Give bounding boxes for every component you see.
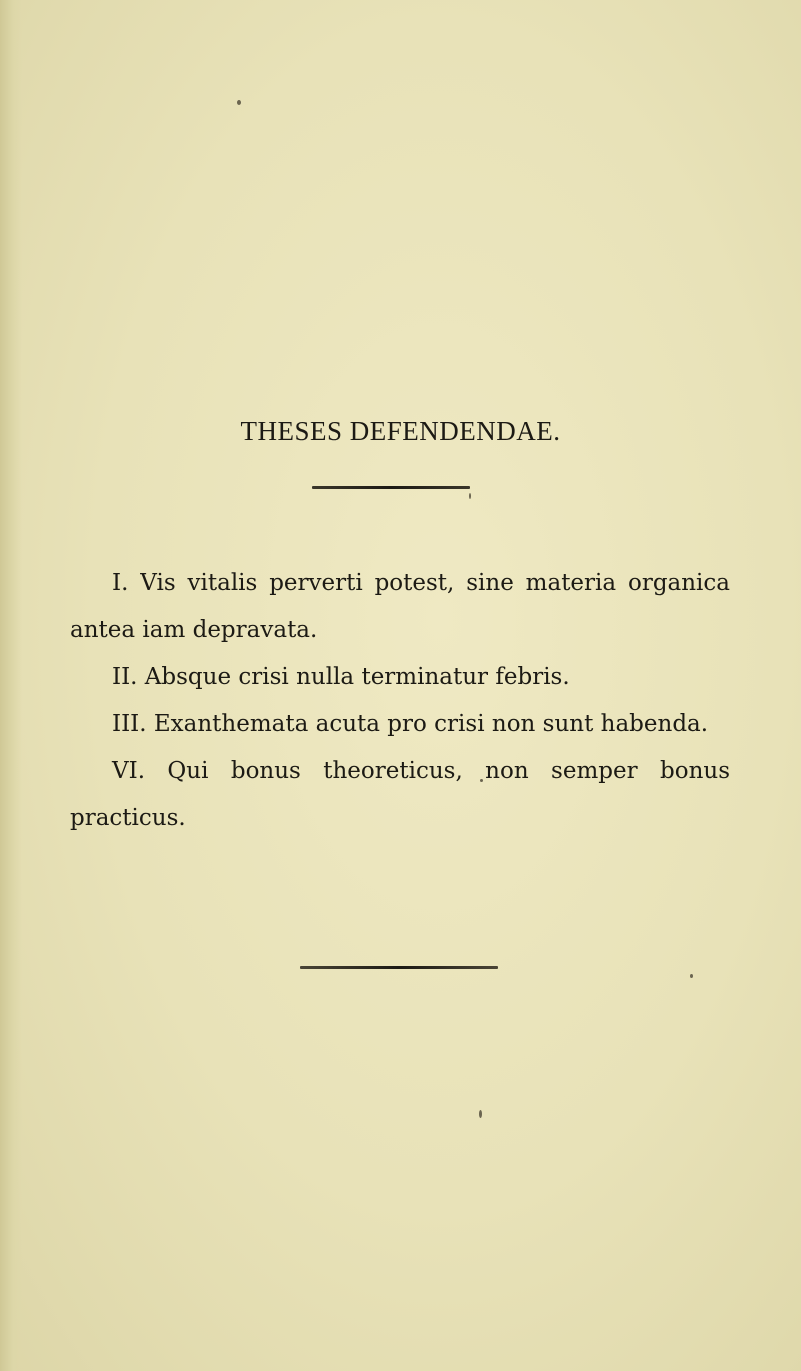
closing-divider <box>300 966 498 969</box>
paper-speck <box>237 100 241 105</box>
thesis-number: III. <box>112 711 147 737</box>
paper-speck <box>469 493 471 499</box>
paper-speck <box>690 974 693 978</box>
thesis-number: I. <box>112 570 129 596</box>
page-title: THESES DEFENDENDAE. <box>240 416 561 446</box>
thesis-item <box>70 654 730 701</box>
thesis-item <box>70 748 730 842</box>
thesis-text: Qui bonus theoreticus, non semper bonus practicus. <box>70 758 730 831</box>
thesis-text: Exanthemata acuta pro crisi non sunt habenda. <box>153 711 709 737</box>
theses-list <box>70 560 730 842</box>
thesis-text: Absque crisi nulla terminatur febris. <box>144 664 570 690</box>
title-divider <box>312 486 470 489</box>
paper-speck <box>479 1110 482 1118</box>
thesis-item <box>70 701 730 748</box>
thesis-text: Vis vitalis perverti potest, sine materia organica antea iam depravata. <box>70 570 731 643</box>
thesis-number: II. <box>112 664 138 690</box>
page-shadow-edge <box>0 0 22 1371</box>
thesis-item <box>70 560 730 654</box>
thesis-number: VI. <box>112 758 146 784</box>
